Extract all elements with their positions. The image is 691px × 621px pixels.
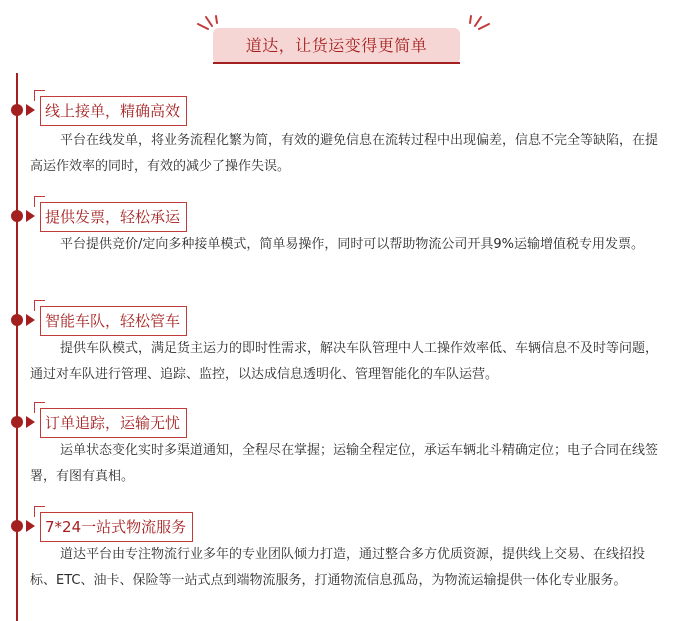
timeline-dot: [11, 104, 23, 116]
feature-tag: [40, 202, 187, 232]
feature-tag: [40, 306, 187, 336]
arrow-icon: [26, 104, 35, 116]
arrow-icon: [26, 520, 35, 532]
arrow-icon: [26, 416, 35, 428]
sparkle-right-icon: [453, 14, 493, 36]
feature-tag-label: 智能车队，轻松管车: [45, 312, 181, 330]
timeline-dot: [11, 314, 23, 326]
feature-description: 道达平台由专注物流行业多年的专业团队倾力打造，通过整合多方优质资源，提供线上交易、在线招投标、ETC、油卡、保险等一站式点到端物流服务，打通物流信息孤岛，为物流运输提供一体化专业服务。: [30, 547, 646, 588]
feature-description: 平台在线发单，将业务流程化繁为简，有效的避免信息在流转过程中出现偏差，信息不完全等缺陷，在提高运作效率的同时，有效的减少了操作失误。: [30, 133, 659, 174]
feature-tag: [40, 512, 193, 542]
feature-tag: [40, 96, 187, 126]
arrow-icon: [26, 210, 35, 222]
header: [0, 14, 691, 70]
timeline-dot: [11, 520, 23, 532]
page-title: 道达，让货运变得更简单: [213, 28, 460, 64]
arrow-icon: [26, 314, 35, 326]
feature-tag-label: 7*24一站式物流服务: [45, 518, 187, 536]
timeline-dot: [11, 416, 23, 428]
feature-tag: [40, 408, 187, 438]
feature-description: 运单状态变化实时多渠道通知，全程尽在掌握；运输全程定位，承运车辆北斗精确定位；电子合同在线签署，有图有真相。: [30, 443, 659, 484]
feature-description: 平台提供竞价/定向多种接单模式，简单易操作，同时可以帮助物流公司开具9%运输增值税专用发票。: [60, 237, 645, 252]
feature-description: 提供车队模式，满足货主运力的即时性需求，解决车队管理中人工操作效率低、车辆信息不及时等问题，通过对车队进行管理、追踪、监控，以达成信息透明化、管理智能化的车队运营。: [30, 341, 659, 382]
title-underline: [213, 62, 460, 64]
feature-tag-label: 订单追踪，运输无忧: [45, 414, 181, 432]
timeline-line: [16, 73, 18, 621]
feature-tag-label: 线上接单，精确高效: [45, 102, 181, 120]
timeline-dot: [11, 210, 23, 222]
feature-tag-label: 提供发票，轻松承运: [45, 208, 181, 226]
